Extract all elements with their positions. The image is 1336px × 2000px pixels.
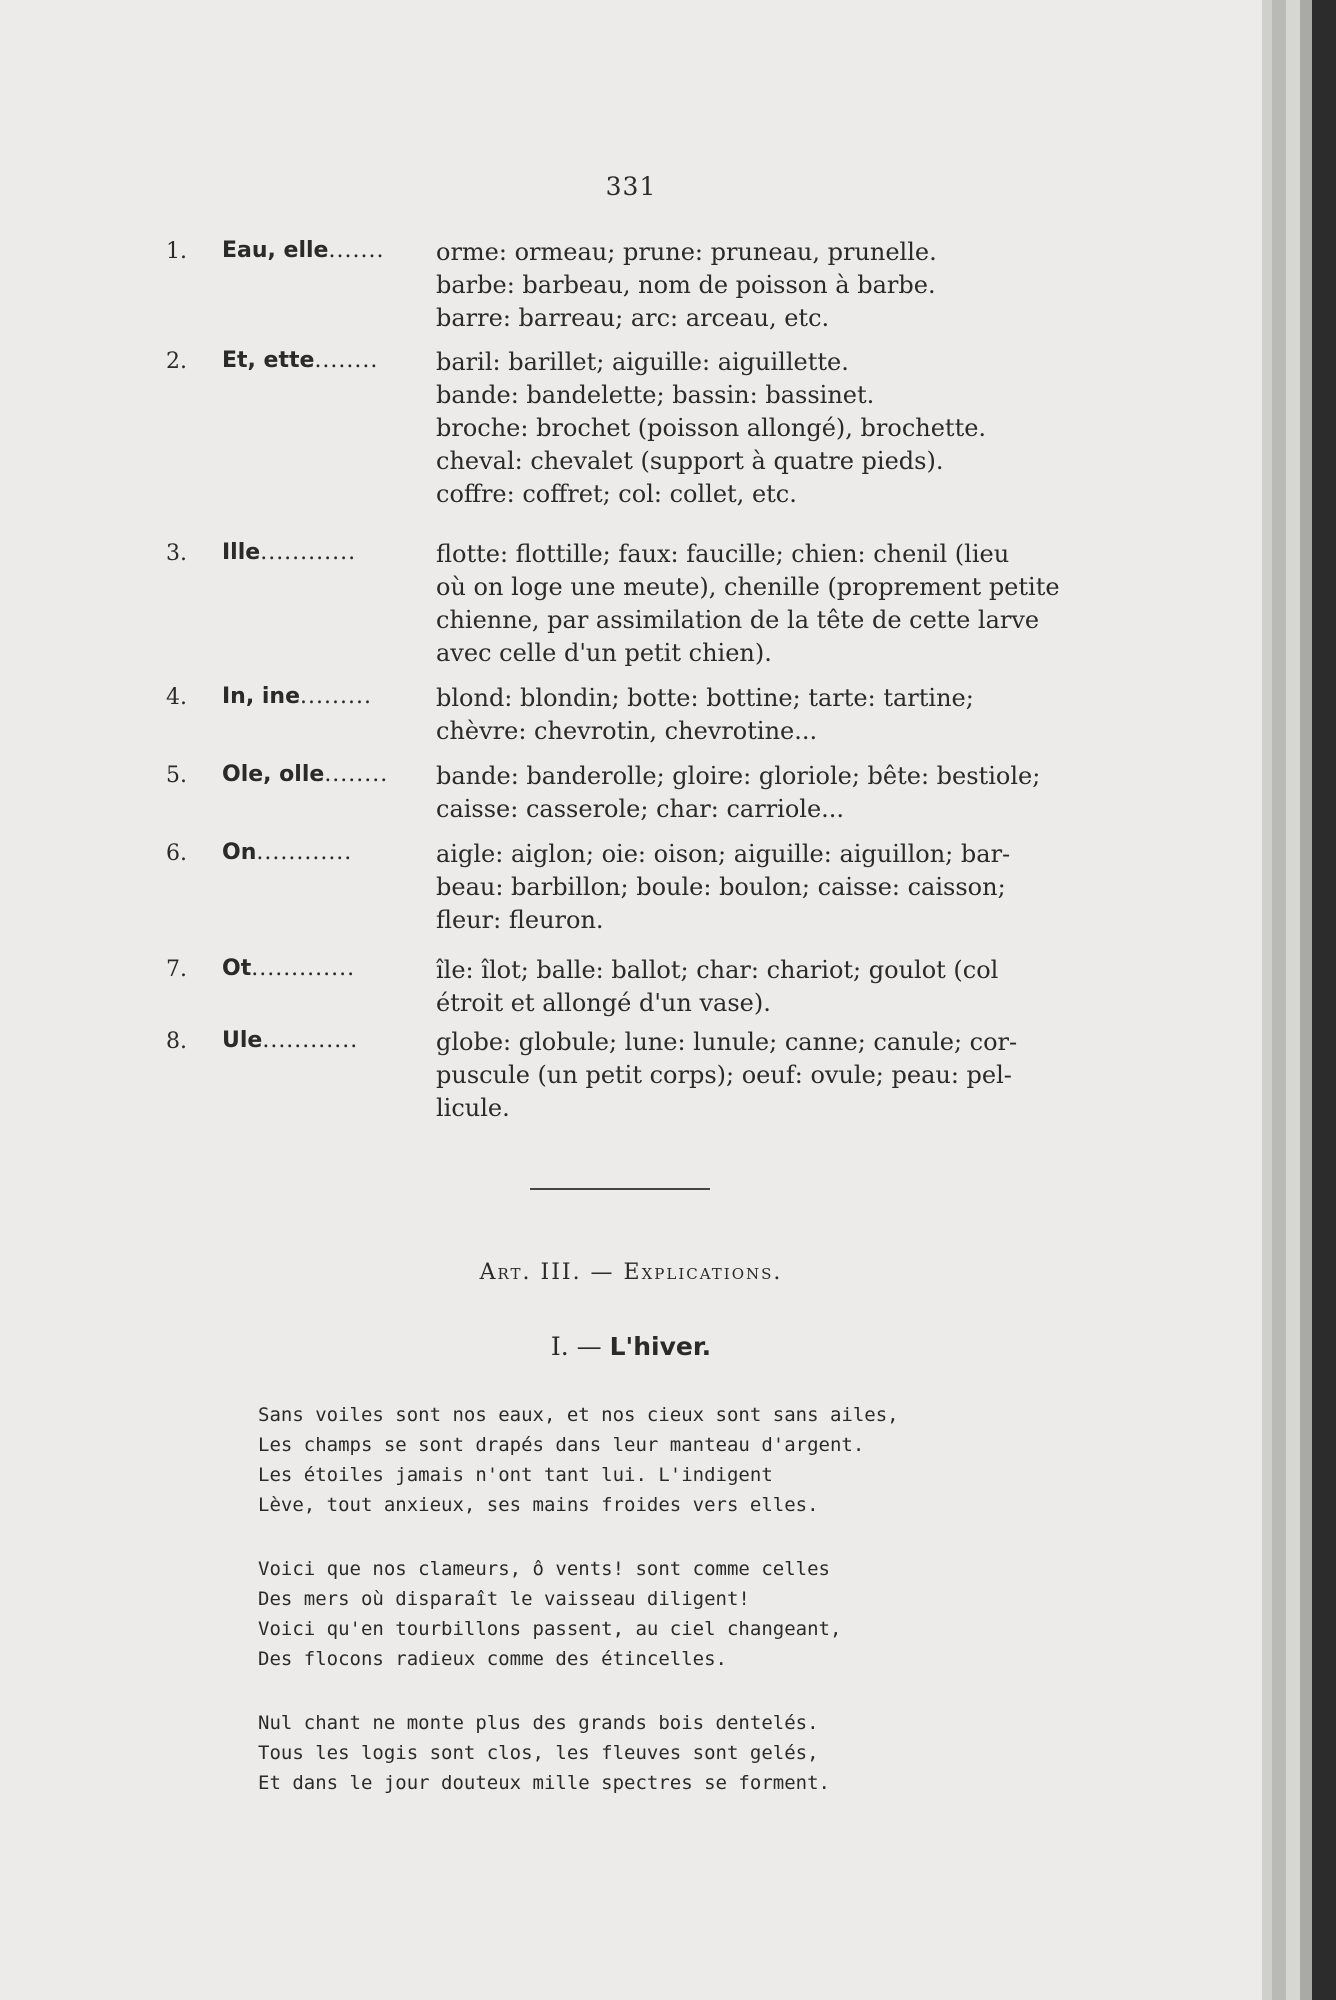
poem-title-prefix: I. — [550,1332,602,1361]
definition-line: caisse: casserole; char: carriole... [436,795,845,823]
leader-dots: ............ [260,540,357,565]
entry-definition [436,682,1088,748]
definition-line: chèvre: chevrotin, chevrotine... [436,717,818,745]
definition-line: cheval: chevalet (support à quatre pieds). [436,447,944,475]
poem-body [258,1400,899,1832]
definition-line: coffre: coffret; col: collet, etc. [436,480,797,508]
entry-number: 5. [166,763,187,788]
leader-dots: ............ [256,840,353,865]
entry-definition [436,760,1088,826]
entry-term [222,684,437,709]
poem-verse: Des flocons radieux comme des étincelles. [258,1648,727,1670]
entry-definition [436,538,1088,670]
definition-line: puscule (un petit corps); oeuf: ovule; peau: pel- [436,1061,1012,1089]
entry-number: 7. [166,957,187,982]
entry-term-text: Ule [222,1028,263,1053]
entry-definition [436,838,1088,937]
section-divider [530,1188,710,1190]
page-edge [1272,0,1286,2000]
entry-term-text: On [222,840,257,865]
definition-line: beau: barbillon; boule: boulon; caisse: caisson; [436,873,1006,901]
definition-line: île: îlot; balle: ballot; char: chariot; goulot (col [436,956,999,984]
entry-number: 8. [166,1029,187,1054]
definition-line: bande: banderolle; gloire: gloriole; bête: bestiole; [436,762,1041,790]
poem-verse: Lève, tout anxieux, ses mains froides vers elles. [258,1494,819,1516]
definition-line: chienne, par assimilation de la tête de cette larve [436,606,1040,634]
entry-term [222,1028,437,1053]
entry-number: 1. [166,239,187,264]
entry-term-text: In, ine [222,684,300,709]
leader-dots: ....... [328,238,385,263]
definition-line: broche: brochet (poisson allongé), brochette. [436,414,987,442]
definition-line: blond: blondin; botte: bottine; tarte: tartine; [436,684,974,712]
entry-term [222,348,437,373]
page-edge [1312,0,1336,2000]
definition-line: baril: barillet; aiguille: aiguillette. [436,348,849,376]
entry-term-text: Ille [222,540,261,565]
leader-dots: ............. [251,956,356,981]
definition-line: aigle: aiglon; oie: oison; aiguille: aiguillon; bar- [436,840,1011,868]
entry-definition [436,346,1088,511]
entry-term-text: Ot [222,956,252,981]
poem-verse: Voici que nos clameurs, ô vents! sont comme celles [258,1558,830,1580]
entry-term [222,540,437,565]
entry-number: 6. [166,841,187,866]
entry-term [222,762,437,787]
definition-line: étroit et allongé d'un vase). [436,989,771,1017]
entry-term-text: Ole, olle [222,762,325,787]
leader-dots: ......... [300,684,372,709]
entry-term [222,956,437,981]
entry-term-text: Et, ette [222,348,315,373]
entry-definition [436,236,1088,335]
page-edge [1286,0,1300,2000]
page-edge [1300,0,1312,2000]
definition-line: où on loge une meute), chenille (proprement petite [436,573,1060,601]
poem-stanza [258,1554,899,1674]
poem-verse: Nul chant ne monte plus des grands bois dentelés. [258,1712,819,1734]
page-edge [1262,0,1272,2000]
definition-line: fleur: fleuron. [436,906,604,934]
entry-definition [436,1026,1088,1125]
leader-dots: ............ [262,1028,359,1053]
entry-definition [436,954,1088,1020]
entry-term [222,238,437,263]
entry-term-text: Eau, elle [222,238,329,263]
leader-dots: ........ [324,762,389,787]
definition-line: barbe: barbeau, nom de poisson à barbe. [436,271,936,299]
definition-line: orme: ormeau; prune: pruneau, prunelle. [436,238,937,266]
poem-verse: Les champs se sont drapés dans leur manteau d'argent. [258,1434,865,1456]
definition-line: avec celle d'un petit chien). [436,639,772,667]
entry-number: 2. [166,349,187,374]
definition-line: flotte: flottille; faux: faucille; chien: chenil (lieu [436,540,1010,568]
poem-verse: Voici qu'en tourbillons passent, au ciel changeant, [258,1618,842,1640]
definition-line: bande: bandelette; bassin: bassinet. [436,381,875,409]
poem-verse: Les étoiles jamais n'ont tant lui. L'indigent [258,1464,773,1486]
poem-stanza [258,1708,899,1798]
definition-line: barre: barreau; arc: arceau, etc. [436,304,830,332]
poem-verse: Et dans le jour douteux mille spectres se forment. [258,1772,830,1794]
poem-stanza [258,1400,899,1520]
definition-line: licule. [436,1094,510,1122]
definition-line: globe: globule; lune: lunule; canne; canule; cor- [436,1028,1018,1056]
section-title: Art. III. — Explications. [479,1260,783,1285]
poem-verse: Sans voiles sont nos eaux, et nos cieux sont sans ailes, [258,1404,899,1426]
poem-verse: Tous les logis sont clos, les fleuves sont gelés, [258,1742,819,1764]
poem-verse: Des mers où disparaît le vaisseau diligent! [258,1588,750,1610]
entry-number: 3. [166,541,187,566]
poem-title [0,1332,1262,1361]
poem-title-text: L'hiver. [609,1332,712,1361]
entry-number: 4. [166,685,187,710]
leader-dots: ........ [314,348,379,373]
entry-term [222,840,437,865]
page-number: 331 [605,172,657,201]
